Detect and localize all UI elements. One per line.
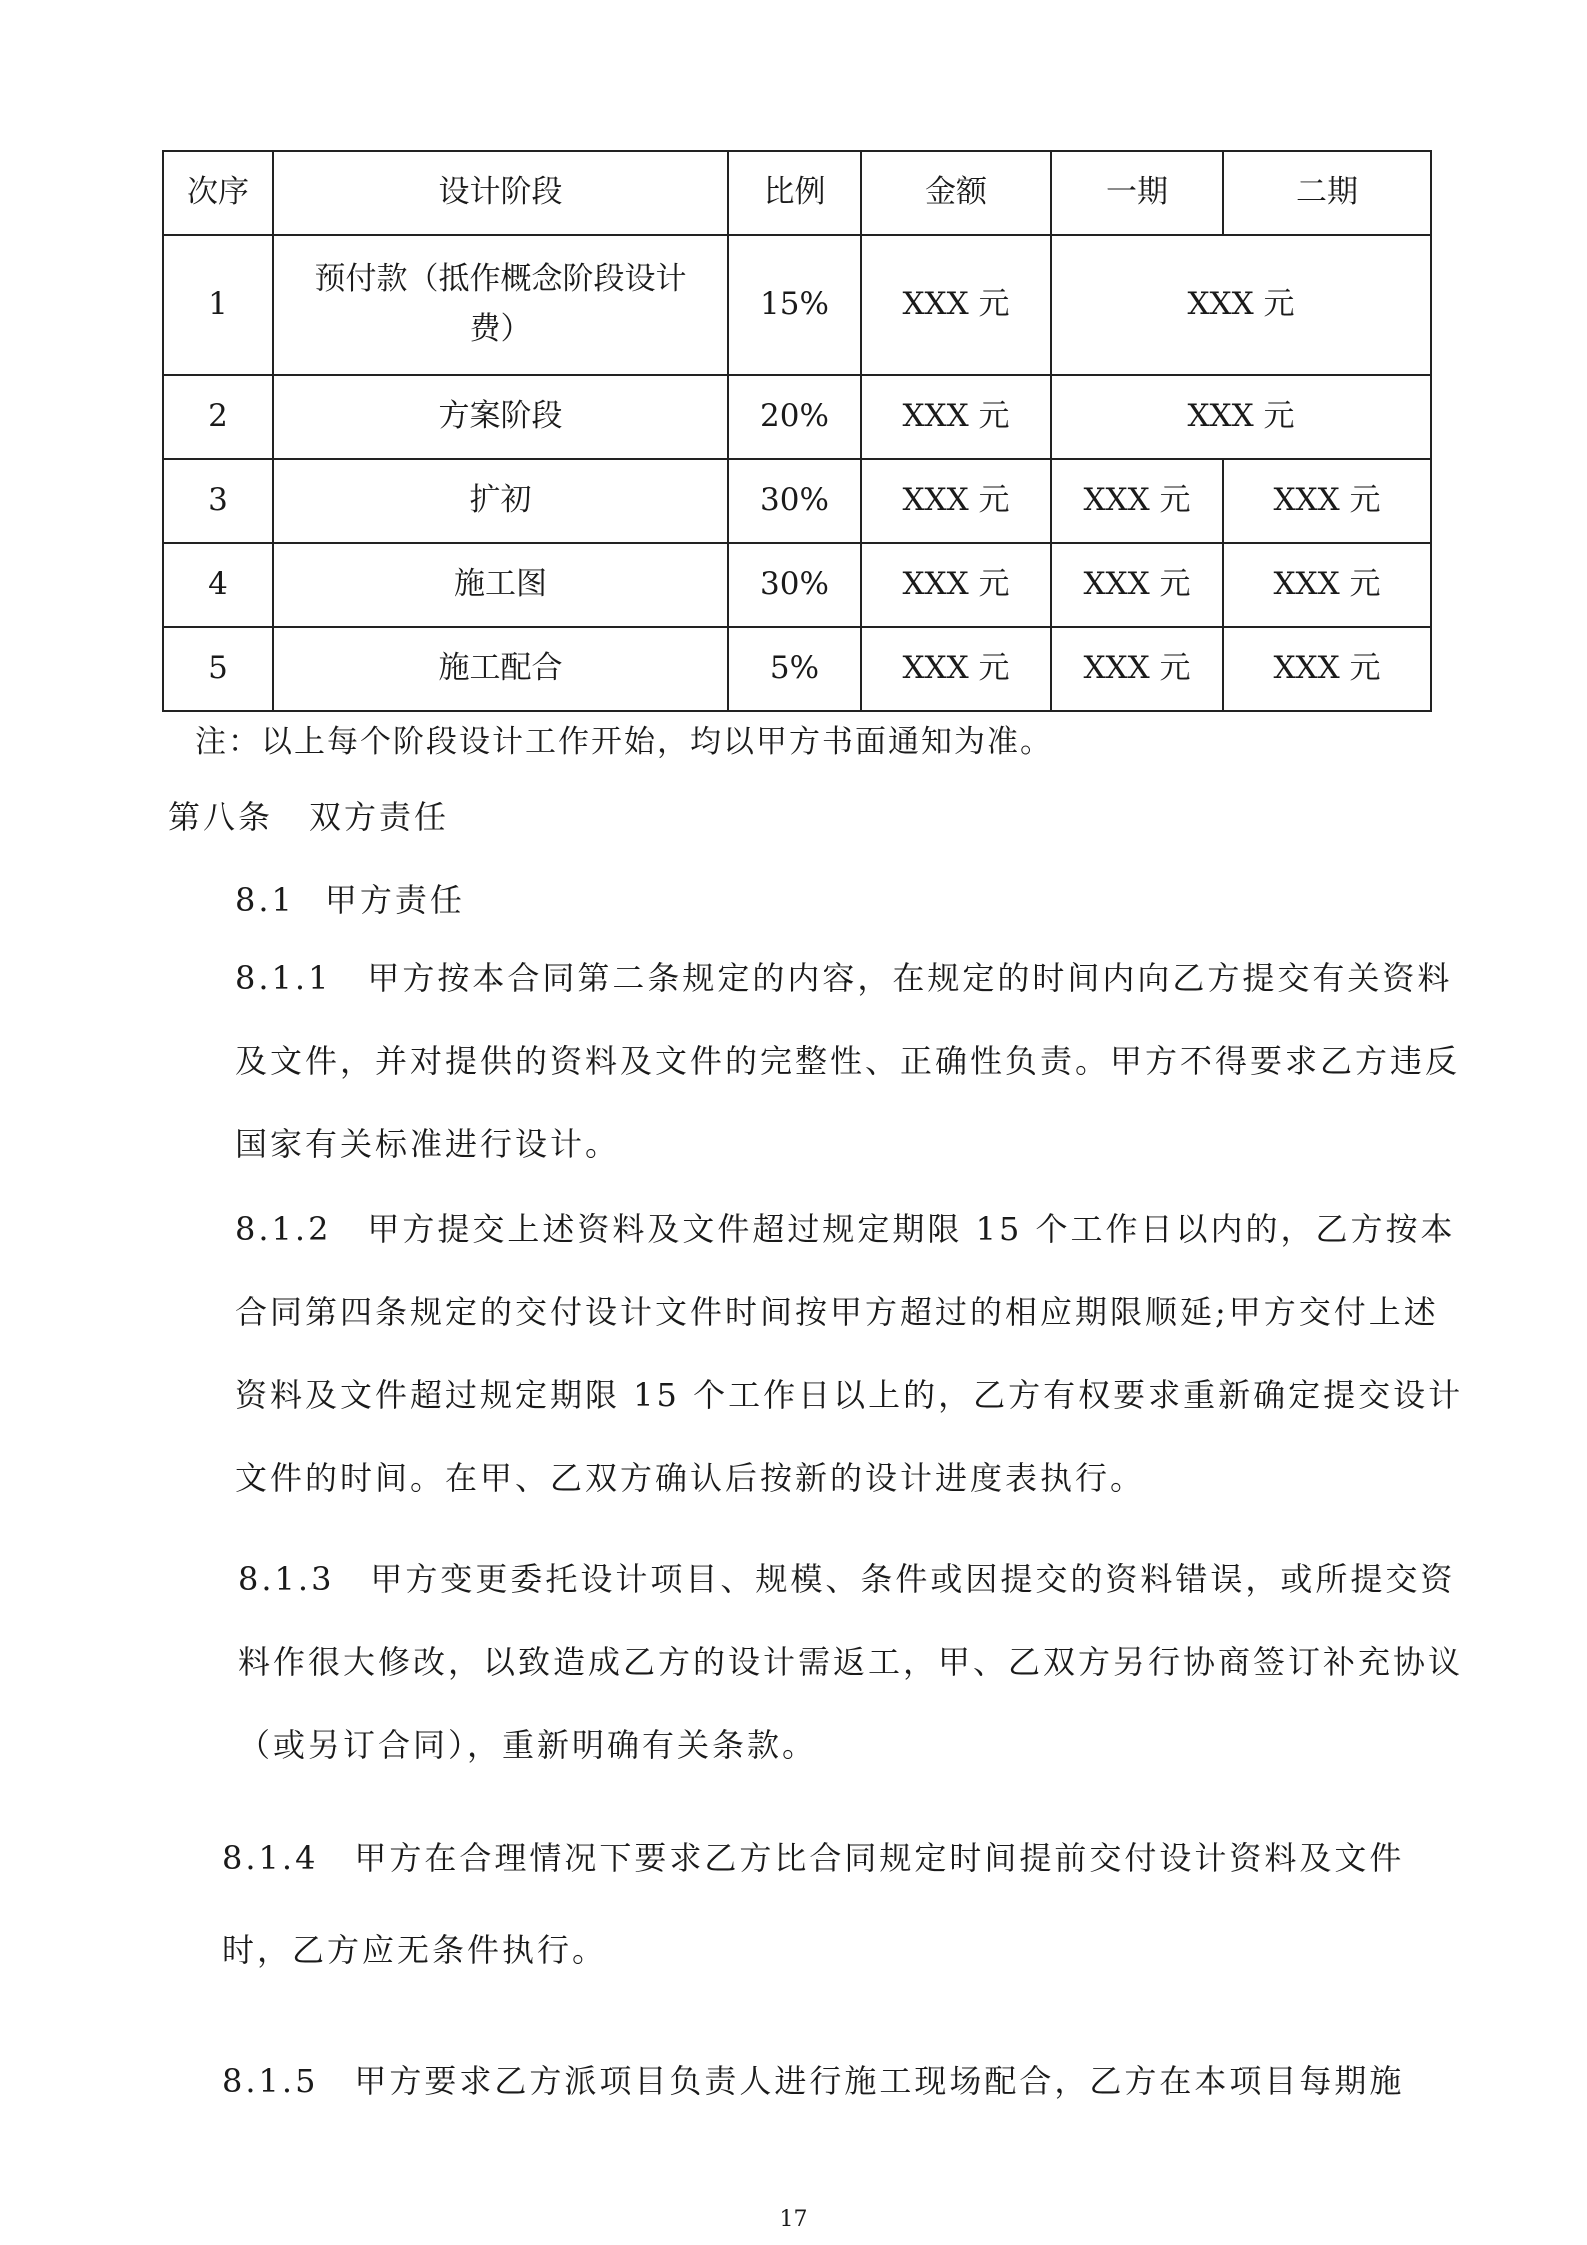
subsection-heading	[235, 875, 465, 921]
header-cell: 金额	[861, 151, 1051, 235]
amount-cell: XXX 元	[861, 235, 1051, 375]
merged-phase-cell: XXX 元	[1051, 375, 1431, 459]
stage-cell: 扩初	[273, 459, 728, 543]
header-cell: 一期	[1051, 151, 1223, 235]
header-cell: 设计阶段	[273, 151, 728, 235]
stage-cell: 方案阶段	[273, 375, 728, 459]
clause-number: 8.1.1	[235, 959, 332, 997]
row-number: 3	[163, 459, 273, 543]
clause-text: 甲方变更委托设计项目、规模、条件或因提交的资料错误，或所提交资料作很大修改，以致造成乙方的设计需返工，甲、乙双方另行协商签订补充协议（或另订合同），重新明确有关条款。	[238, 1560, 1464, 1764]
amount-cell: XXX 元	[861, 375, 1051, 459]
stage-cell: 施工配合	[273, 627, 728, 711]
clause-paragraph	[222, 1812, 1467, 1996]
section-number: 第八条	[168, 798, 274, 836]
phase2-cell: XXX 元	[1223, 543, 1431, 627]
phase1-cell: XXX 元	[1051, 627, 1223, 711]
header-cell: 次序	[163, 151, 273, 235]
clause-text: 甲方提交上述资料及文件超过规定期限 15 个工作日以内的，乙方按本合同第四条规定的交付设计文件时间按甲方超过的相应期限顺延;甲方交付上述资料及文件超过规定期限 15 个工作日以上的，乙方有权要求重新确定提交设计文件的时间。在甲、乙双方确认后按新的设计进度表执行。	[235, 1210, 1464, 1497]
stage-cell: 预付款（抵作概念阶段设计费）	[273, 235, 728, 375]
clause-text: 甲方在合理情况下要求乙方比合同规定时间提前交付设计资料及文件时，乙方应无条件执行。	[222, 1839, 1405, 1969]
fee-schedule-table	[162, 150, 1432, 712]
ratio-cell: 30%	[728, 459, 861, 543]
amount-cell: XXX 元	[861, 543, 1051, 627]
phase2-cell: XXX 元	[1223, 459, 1431, 543]
clause-number: 8.1.4	[222, 1839, 319, 1877]
table-row	[163, 459, 1431, 543]
section-heading	[168, 792, 449, 838]
clause-paragraph	[235, 937, 1465, 1186]
table-header-row	[163, 151, 1431, 235]
clause-number: 8.1.5	[222, 2062, 319, 2100]
phase1-cell: XXX 元	[1051, 459, 1223, 543]
clause-number: 8.1.2	[235, 1210, 332, 1248]
table-row	[163, 375, 1431, 459]
table-row	[163, 627, 1431, 711]
header-cell: 比例	[728, 151, 861, 235]
table-note: 注：以上每个阶段设计工作开始，均以甲方书面通知为准。	[195, 724, 1053, 760]
amount-cell: XXX 元	[861, 459, 1051, 543]
amount-cell: XXX 元	[861, 627, 1051, 711]
ratio-cell: 5%	[728, 627, 861, 711]
row-number: 1	[163, 235, 273, 375]
clause-paragraph	[222, 2040, 1467, 2123]
subsection-title: 甲方责任	[324, 881, 465, 919]
row-number: 4	[163, 543, 273, 627]
phase2-cell: XXX 元	[1223, 627, 1431, 711]
ratio-cell: 30%	[728, 543, 861, 627]
row-number: 5	[163, 627, 273, 711]
clause-number: 8.1.3	[238, 1560, 335, 1598]
ratio-cell: 20%	[728, 375, 861, 459]
merged-phase-cell: XXX 元	[1051, 235, 1431, 375]
clause-paragraph	[235, 1188, 1470, 1520]
subsection-number: 8.1	[235, 881, 295, 919]
page-number: 17	[779, 2207, 808, 2232]
clause-text: 甲方要求乙方派项目负责人进行施工现场配合，乙方在本项目每期施	[354, 2062, 1405, 2100]
table-row	[163, 543, 1431, 627]
table-row	[163, 235, 1431, 375]
stage-cell: 施工图	[273, 543, 728, 627]
section-title: 双方责任	[309, 798, 450, 836]
row-number: 2	[163, 375, 273, 459]
ratio-cell: 15%	[728, 235, 861, 375]
header-cell: 二期	[1223, 151, 1431, 235]
clause-text: 甲方按本合同第二条规定的内容，在规定的时间内向乙方提交有关资料及文件，并对提供的资料及文件的完整性、正确性负责。甲方不得要求乙方违反国家有关标准进行设计。	[235, 959, 1461, 1163]
phase1-cell: XXX 元	[1051, 543, 1223, 627]
clause-paragraph	[238, 1538, 1468, 1787]
